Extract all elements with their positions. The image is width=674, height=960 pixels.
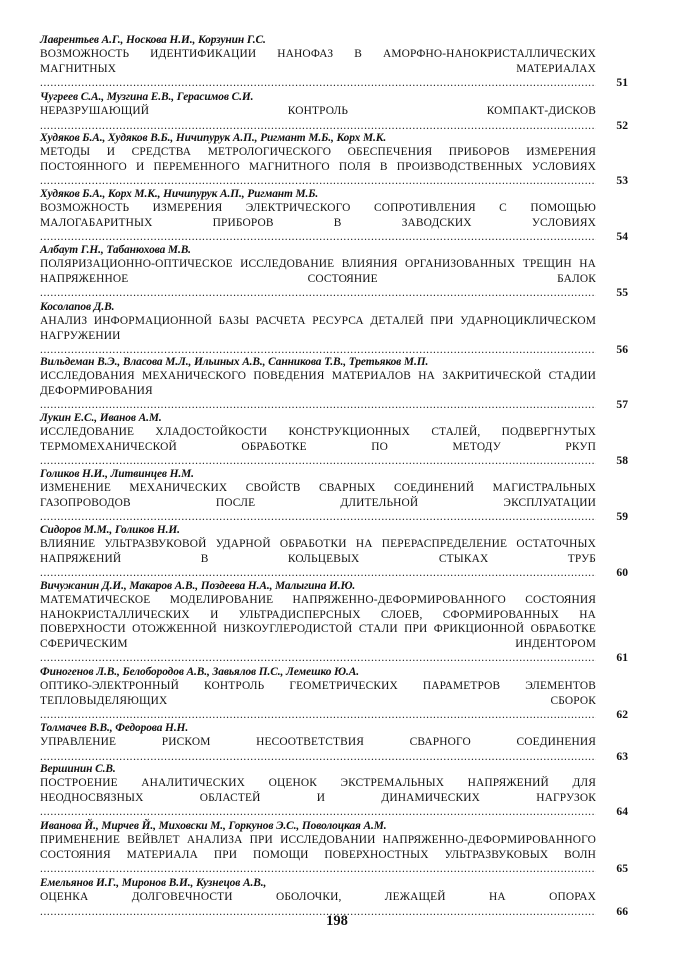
toc-entry-authors: Худяков Б.А., Корх М.К., Ничипурук А.П., Ригмант М.Б. [40,188,319,200]
toc-entry [40,721,642,764]
toc-entry-title-text: АНАЛИЗ ИНФОРМАЦИОННОЙ БАЗЫ РАСЧЕТА РЕСУРСА ДЕТАЛЕЙ ПРИ УДАРНОЦИКЛИЧЕСКОМ НАГРУЖЕНИИ ..... [40,315,596,356]
toc-entry-title-block [40,201,596,245]
toc-entry-page-number: 56 [616,343,628,356]
toc-entry [40,90,642,133]
toc-entry-page-number: 53 [616,174,628,187]
toc-entry-title-text: ПОСТРОЕНИЕ АНАЛИТИЧЕСКИХ ОЦЕНОК ЭКСТРЕМАЛЬНЫХ НАПРЯЖЕНИЙ ДЛЯ НЕОДНОСВЯЗНЫХ ОБЛАСТЕЙ И ДИНАМИЧЕСКИХ НАГРУЗОК ..... [40,777,596,818]
toc-entry-title-text: ИССЛЕДОВАНИЕ ХЛАДОСТОЙКОСТИ КОНСТРУКЦИОННЫХ СТАЛЕЙ, ПОДВЕРГНУТЫХ ТЕРМОМЕХАНИЧЕСКОЙ ОБРАБОТКЕ ПО МЕТОДУ РКУП ..... [40,426,596,467]
toc-entry-title-block [40,735,596,764]
toc-entry-authors: Толмачев В.В., Федорова Н.Н. [40,722,189,734]
toc-entry [40,762,642,820]
toc-entry-title [40,735,596,764]
toc-entry-authors: Сидоров М.М., Голиков Н.И. [40,524,180,536]
toc-entry-authors: Иванова Й., Мирчев Й., Миховски М., Горкунов Э.С., Поволоцкая А.М. [40,820,387,832]
toc-entry-page-number: 60 [616,566,628,579]
toc-entry-authors: Вершинин С.В. [40,763,116,775]
toc-entry-page-number: 66 [616,904,628,918]
toc-entry-title [40,145,596,189]
toc-entry [40,579,642,666]
toc-entry [40,411,642,469]
toc-entry-title-block [40,257,596,301]
toc-entry-page-number: 64 [616,805,628,818]
toc-entry-authors: Финогенов Л.В., Белобородов А.В., Завьялов П.С., Лемешко Ю.А. [40,666,359,678]
toc-entry-title-block [40,679,596,723]
toc-entry [40,355,642,413]
toc-entry [40,300,642,358]
toc-entry-authors: Худяков Б.А., Худяков В.Б., Ничипурук А.П., Ригмант М.Б., Корх М.К. [40,132,387,144]
toc-entry-title-text: МЕТОДЫ И СРЕДСТВА МЕТРОЛОГИЧЕСКОГО ОБЕСПЕЧЕНИЯ ПРИБОРОВ ИЗМЕРЕНИЯ ПОСТОЯННОГО И ПЕРЕМЕННОГО МАГНИТНОГО ПОЛЯ В ПРОИЗВОДСТВЕННЫХ УСЛОВИЯХ ..... [40,146,596,187]
toc-entry-authors: Лаврентьев А.Г., Носкова Н.И., Корзунин Г.С. [40,34,266,46]
toc-entry-authors: Голиков Н.И., Литвинцев Н.М. [40,468,194,480]
toc-entry-title [40,314,596,358]
toc-entry-authors: Емельянов И.Г., Миронов В.И., Кузнецов А.В., [40,877,267,889]
toc-entry-authors: Косолапов Д.В. [40,301,115,313]
toc-entry-title-text: ВОЗМОЖНОСТЬ ИДЕНТИФИКАЦИИ НАНОФАЗ В АМОРФНО-НАНОКРИСТАЛЛИЧЕСКИХ МАГНИТНЫХ МАТЕРИАЛАХ ..... [40,48,596,89]
toc-entry-title-block [40,314,596,358]
toc-entry [40,187,642,245]
toc-entry [40,665,642,723]
toc-entry-page-number: 58 [616,454,628,467]
toc-entry-page-number: 52 [616,118,628,132]
toc-entry-title [40,425,596,469]
toc-entry-title-block [40,776,596,820]
toc-entry-title-block [40,47,596,91]
toc-entry-page-number: 57 [616,398,628,411]
toc-entry [40,467,642,525]
toc-entry-title [40,679,596,723]
toc-entry-title-block [40,481,596,525]
toc-entry-page-number: 59 [616,510,628,523]
toc-entry [40,243,642,301]
toc-entry-page-number: 54 [616,230,628,243]
toc-entry-authors: Чугреев С.А., Музгина Е.В., Герасимов С.И. [40,91,254,103]
toc-entry [40,819,642,877]
toc-entry-title-text: ИЗМЕНЕНИЕ МЕХАНИЧЕСКИХ СВОЙСТВ СВАРНЫХ СОЕДИНЕНИЙ МАГИСТРАЛЬНЫХ ГАЗОПРОВОДОВ ПОСЛЕ ДЛИТЕЛЬНОЙ ЭКСПЛУАТАЦИИ ..... [40,482,596,523]
toc-entry-title-block [40,425,596,469]
toc-entry-title-text: ПОЛЯРИЗАЦИОННО-ОПТИЧЕСКОЕ ИССЛЕДОВАНИЕ ВЛИЯНИЯ ОРГАНИЗОВАННЫХ ТРЕЩИН НА НАПРЯЖЕННОЕ СОСТОЯНИЕ БАЛОК ..... [40,258,596,299]
toc-entry-page-number: 61 [616,651,628,664]
toc-entry-authors: Вичужанин Д.И., Макаров А.В., Поздеева Н.А., Малыгина И.Ю. [40,580,356,592]
toc-entry-title [40,104,596,133]
toc-entry-title [40,201,596,245]
toc-entry [40,523,642,581]
toc-entry-page-number: 62 [616,708,628,721]
toc-entry-title-text: УПРАВЛЕНИЕ РИСКОМ НЕСООТВЕТСТВИЯ СВАРНОГО СОЕДИНЕНИЯ ..... [40,736,596,763]
toc-entry-title-block [40,369,596,413]
toc-entry-page-number: 51 [616,76,628,89]
toc-entry-authors: Лукин Е.С., Иванов А.М. [40,412,162,424]
toc-entry-title-block [40,593,596,666]
toc-entry-title-block [40,145,596,189]
toc-entry-page-number: 63 [616,749,628,763]
toc-entry-title-text: ВОЗМОЖНОСТЬ ИЗМЕРЕНИЯ ЭЛЕКТРИЧЕСКОГО СОПРОТИВЛЕНИЯ С ПОМОЩЬЮ МАЛОГАБАРИТНЫХ ПРИБОРОВ В ЗАВОДСКИХ УСЛОВИЯХ ..... [40,202,596,243]
toc-entry-title-text: ОЦЕНКА ДОЛГОВЕЧНОСТИ ОБОЛОЧКИ, ЛЕЖАЩЕЙ НА ОПОРАХ ..... [40,891,596,918]
toc-entry-title [40,481,596,525]
toc-entry-title [40,776,596,820]
toc-entry-page-number: 55 [616,286,628,299]
toc-entry-title-text: ПРИМЕНЕНИЕ ВЕЙВЛЕТ АНАЛИЗА ПРИ ИССЛЕДОВАНИИ НАПРЯЖЕННО-ДЕФОРМИРОВАННОГО СОСТОЯНИЯ МАТЕРИАЛА ПРИ ПОМОЩИ ПОВЕРХНОСТНЫХ УЛЬТРАЗВУКОВЫХ ВОЛН ..... [40,834,596,875]
toc-entry-title [40,257,596,301]
toc-entry-title [40,833,596,877]
toc-entry-title-block [40,537,596,581]
toc-entry-title-text: ОПТИКО-ЭЛЕКТРОННЫЙ КОНТРОЛЬ ГЕОМЕТРИЧЕСКИХ ПАРАМЕТРОВ ЭЛЕМЕНТОВ ТЕПЛОВЫДЕЛЯЮЩИХ СБОРОК ..... [40,680,596,721]
toc-entry-title-text: ВЛИЯНИЕ УЛЬТРАЗВУКОВОЙ УДАРНОЙ ОБРАБОТКИ НА ПЕРЕРАСПРЕДЕЛЕНИЕ ОСТАТОЧНЫХ НАПРЯЖЕНИЙ В КОЛЬЦЕВЫХ СТЫКАХ ТРУБ ..... [40,538,596,579]
toc-entry-title-block [40,104,596,133]
toc-entry [40,131,642,189]
toc-entry-title [40,47,596,91]
toc-entry-title [40,593,596,666]
toc-entry-title-block [40,833,596,877]
toc-entry-title [40,369,596,413]
toc-entry [40,33,642,91]
page-number-footer: 198 [326,913,348,929]
toc-entry-authors: Албаут Г.Н., Табанюхова М.В. [40,244,191,256]
toc-entry-page-number: 65 [616,862,628,875]
toc-entry-title [40,537,596,581]
toc-entry-title-text: ИССЛЕДОВАНИЯ МЕХАНИЧЕСКОГО ПОВЕДЕНИЯ МАТЕРИАЛОВ НА ЗАКРИТИЧЕСКОЙ СТАДИИ ДЕФОРМИРОВАНИЯ ..... [40,370,596,411]
toc-entry-authors: Вильдеман В.Э., Власова М.Л., Ильиных А.В., Санникова Т.В., Третьяков М.П. [40,356,429,368]
toc-entry-title-text: МАТЕМАТИЧЕСКОЕ МОДЕЛИРОВАНИЕ НАПРЯЖЕННО-ДЕФОРМИРОВАННОГО СОСТОЯНИЯ НАНОКРИСТАЛЛИЧЕСКИХ И УЛЬТРАДИСПЕРСНЫХ СЛОЕВ, СФОРМИРОВАННЫХ НА ПОВЕРХНОСТИ ОТОЖЖЕННОЙ НИЗКОУГЛЕРОДИСТОЙ СТАЛИ ПРИ ФРИКЦИОННОЙ ОБРАБОТКЕ СФЕРИЧЕСКИМ ИНДЕНТОРОМ ..... [40,594,596,664]
toc-entry-title-text: НЕРАЗРУШАЮЩИЙ КОНТРОЛЬ КОМПАКТ-ДИСКОВ ..... [40,105,596,132]
